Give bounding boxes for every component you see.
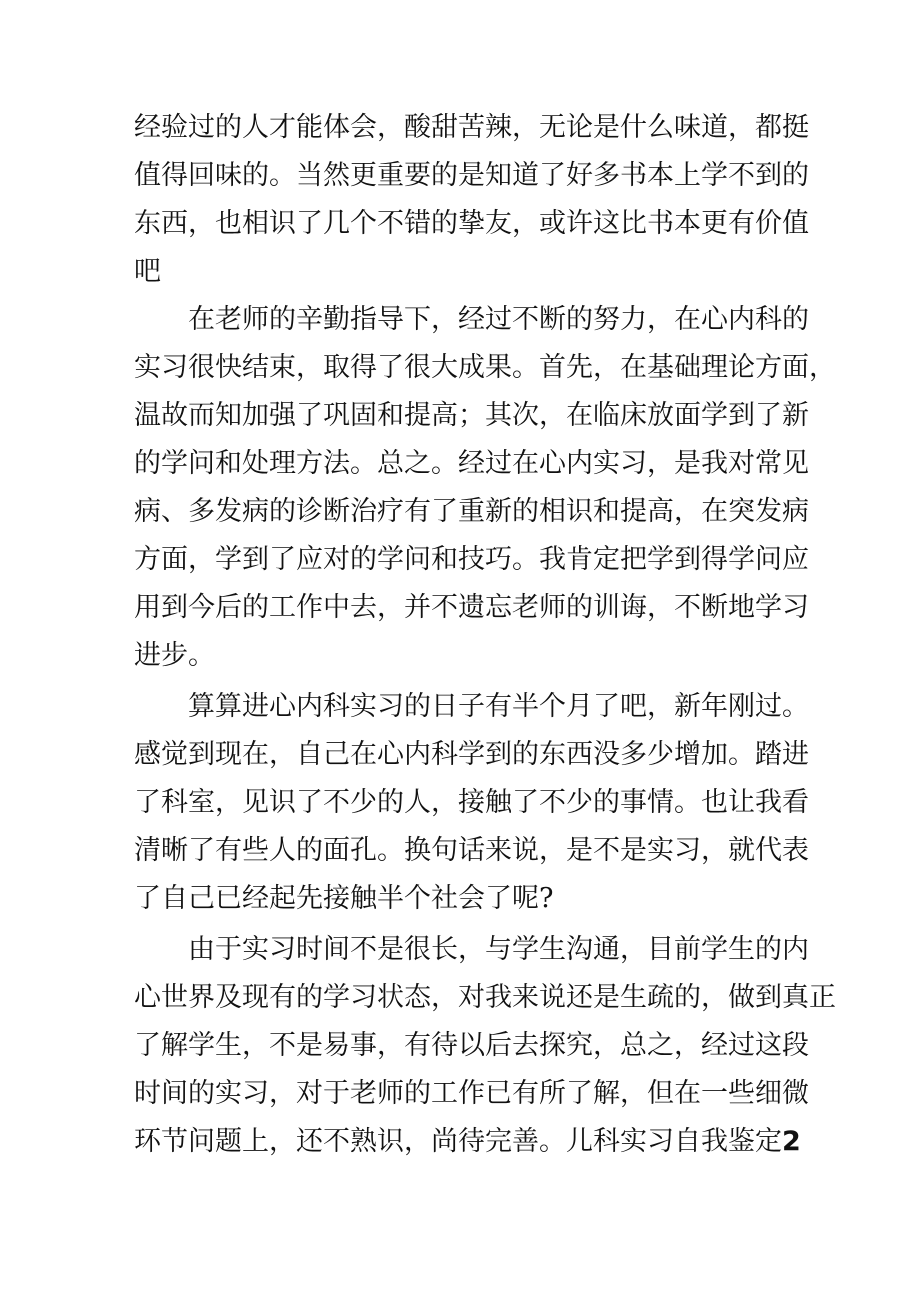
paragraph-2-line-8: 进步。 [134, 640, 215, 671]
paragraph-4-line-1: 由于实习时间不是很长，与学生沟通，目前学生的内 [188, 934, 809, 965]
paragraph-2-line-4: 的学问和处理方法。总之。经过在心内实习，是我对常见 [134, 448, 809, 479]
paragraph-1-line-3: 东西，也相识了几个不错的挚友，或许这比书本更有价值 [134, 208, 809, 239]
paragraph-3-line-1: 算算进心内科实习的日子有半个月了吧，新年刚过。 [188, 691, 809, 722]
paragraph-2-line-3: 温故而知加强了巩固和提高；其次，在临床放面学到了新 [134, 400, 809, 431]
paragraph-4-line-5 [134, 1124, 801, 1160]
section-number: 2 [782, 1126, 801, 1157]
paragraph-4-line-2: 心世界及现有的学习状态，对我来说还是生疏的，做到真正 [134, 982, 836, 1013]
paragraph-3-line-5: 了自己已经起先接触半个社会了呢? [134, 883, 554, 914]
paragraph-3-line-2: 感觉到现在，自己在心内科学到的东西没多少增加。踏进 [134, 739, 809, 770]
paragraph-2-line-6: 方面，学到了应对的学问和技巧。我肯定把学到得学问应 [134, 544, 809, 575]
paragraph-1-line-1: 经验过的人才能体会，酸甜苦辣，无论是什么味道，都挺 [134, 112, 809, 143]
paragraph-4-line-4: 时间的实习，对于老师的工作已有所了解，但在一些细微 [134, 1078, 809, 1109]
paragraph-4-line-5-text: 环节问题上，还不熟识，尚待完善。儿科实习自我鉴定 [134, 1126, 782, 1157]
paragraph-2-line-1: 在老师的辛勤指导下，经过不断的努力，在心内科的 [188, 304, 809, 335]
paragraph-3-line-4: 清晰了有些人的面孔。换句话来说，是不是实习，就代表 [134, 835, 809, 866]
paragraph-2-line-7: 用到今后的工作中去，并不遗忘老师的训诲，不断地学习 [134, 592, 809, 623]
paragraph-2-line-5: 病、多发病的诊断治疗有了重新的相识和提高，在突发病 [134, 496, 809, 527]
paragraph-1-line-4: 吧 [134, 256, 161, 287]
paragraph-1-line-2: 值得回味的。当然更重要的是知道了好多书本上学不到的 [134, 160, 809, 191]
paragraph-2-line-2: 实习很快结束，取得了很大成果。首先，在基础理论方面， [134, 352, 836, 383]
paragraph-3-line-3: 了科室，见识了不少的人，接触了不少的事情。也让我看 [134, 787, 809, 818]
paragraph-4-line-3: 了解学生，不是易事，有待以后去探究，总之，经过这段 [134, 1030, 809, 1061]
